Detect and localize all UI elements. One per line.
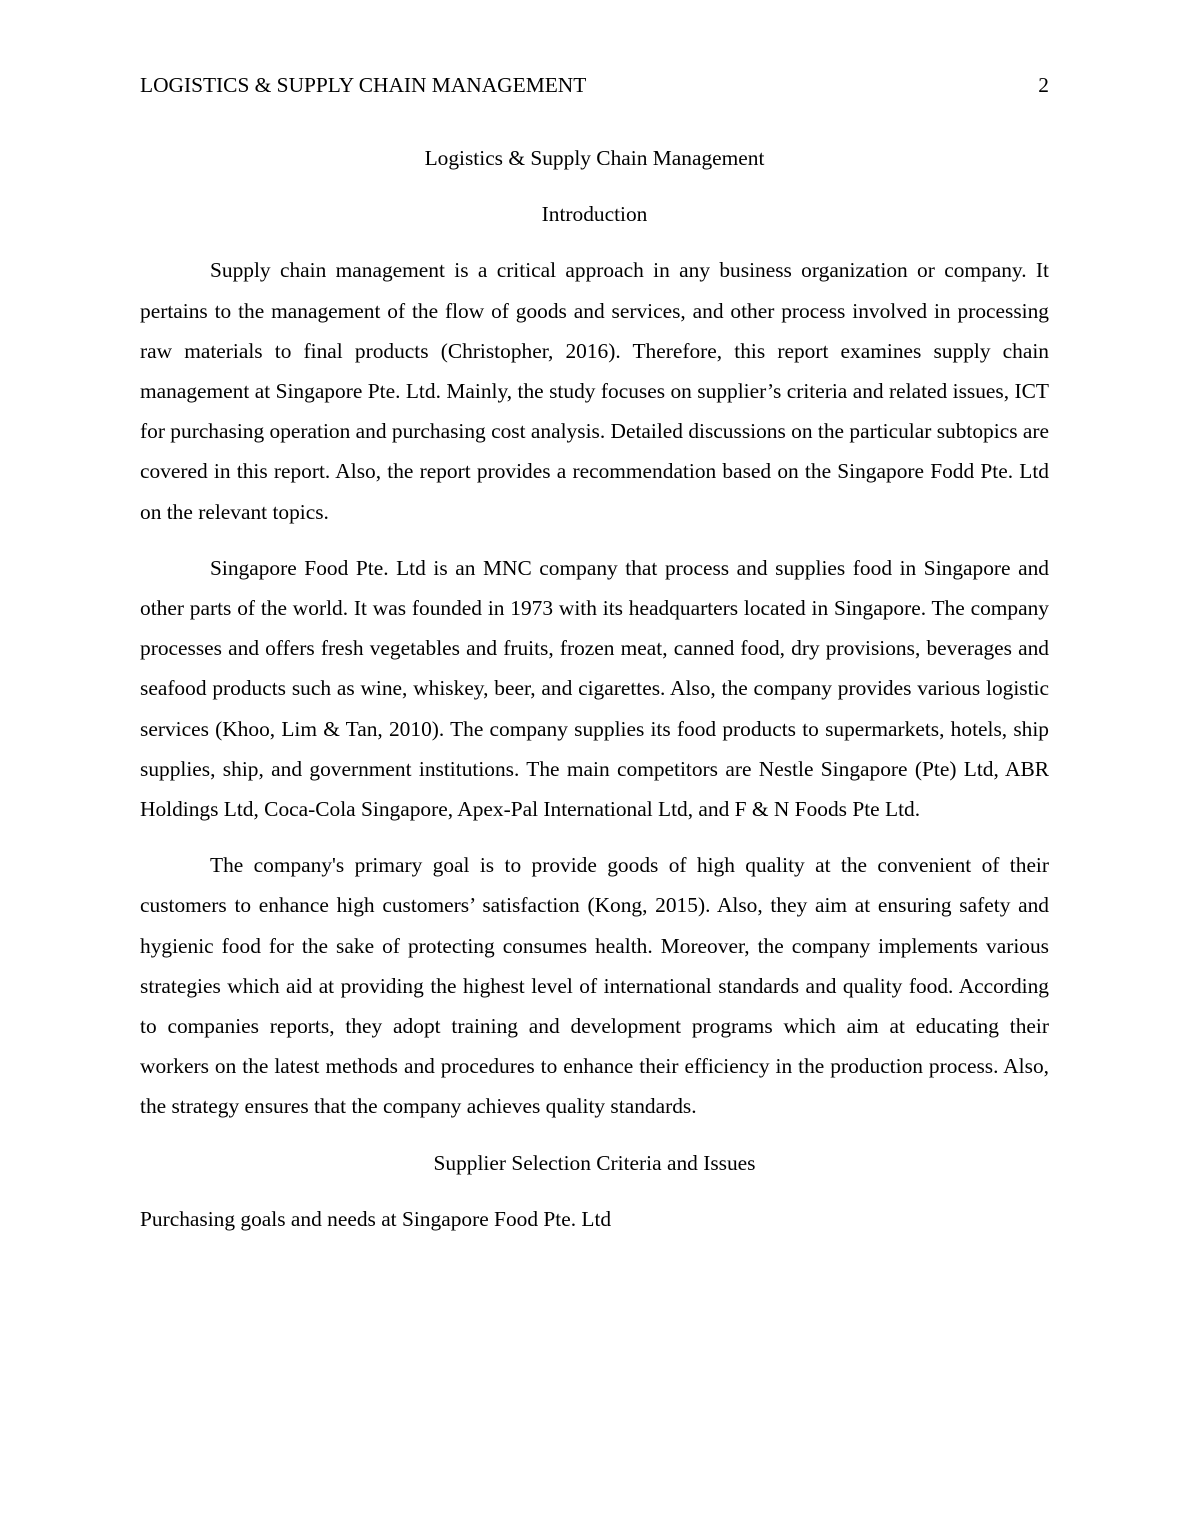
subsection-heading-purchasing-goals: Purchasing goals and needs at Singapore Food Pte. Ltd [140, 1206, 612, 1231]
document-body [140, 138, 1049, 1239]
paragraph-introduction-1: Supply chain management is a critical approach in any business organization or company. It pertains to the management of the flow of goods and services, and other process involved in processing raw materials to final products (Christopher, 2016). Therefore, this report examines supply chain management at Singapore Pte. Ltd. Mainly, the study focuses on supplier’s criteria and related issues, ICT for purchasing operation and purchasing cost analysis. Detailed discussions on the particular subtopics are covered in this report. Also, the report provides a recommendation based on the Singapore Fodd Pte. Ltd on the relevant topics. [140, 258, 1049, 524]
section-heading-supplier-selection: Supplier Selection Criteria and Issues [433, 1150, 756, 1175]
paragraph-introduction-2: Singapore Food Pte. Ltd is an MNC company that process and supplies food in Singapore and other parts of the world. It was founded in 1973 with its headquarters located in Singapore. The company processes and offers fresh vegetables and fruits, frozen meat, canned food, dry provisions, beverages and seafood products such as wine, whiskey, beer, and cigarettes. Also, the company provides various logistic services (Khoo, Lim & Tan, 2010). The company supplies its food products to supermarkets, hotels, ship supplies, ship, and government institutions. The main competitors are Nestle Singapore (Pte) Ltd, ABR Holdings Ltd, Coca-Cola Singapore, Apex-Pal International Ltd, and F & N Foods Pte Ltd. [140, 555, 1049, 822]
section-heading-introduction: Introduction [541, 202, 648, 227]
document-page [140, 0, 1049, 1540]
paragraph-introduction-3: The company's primary goal is to provide goods of high quality at the convenient of their customers to enhance high customers’ satisfaction (Kong, 2015). Also, they aim at ensuring safety and hygienic food for the sake of protecting consumes health. Moreover, the company implements various strategies which aid at providing the highest level of international standards and quality food. According to companies reports, they adopt training and development programs which aim at educating their workers on the latest methods and procedures to enhance their efficiency in the production process. Also, the strategy ensures that the company achieves quality standards. [140, 853, 1049, 1119]
document-title: Logistics & Supply Chain Management [424, 146, 765, 170]
running-header [140, 71, 1049, 99]
page-number: 2 [1038, 73, 1049, 97]
running-head-title: LOGISTICS & SUPPLY CHAIN MANAGEMENT [140, 73, 587, 97]
